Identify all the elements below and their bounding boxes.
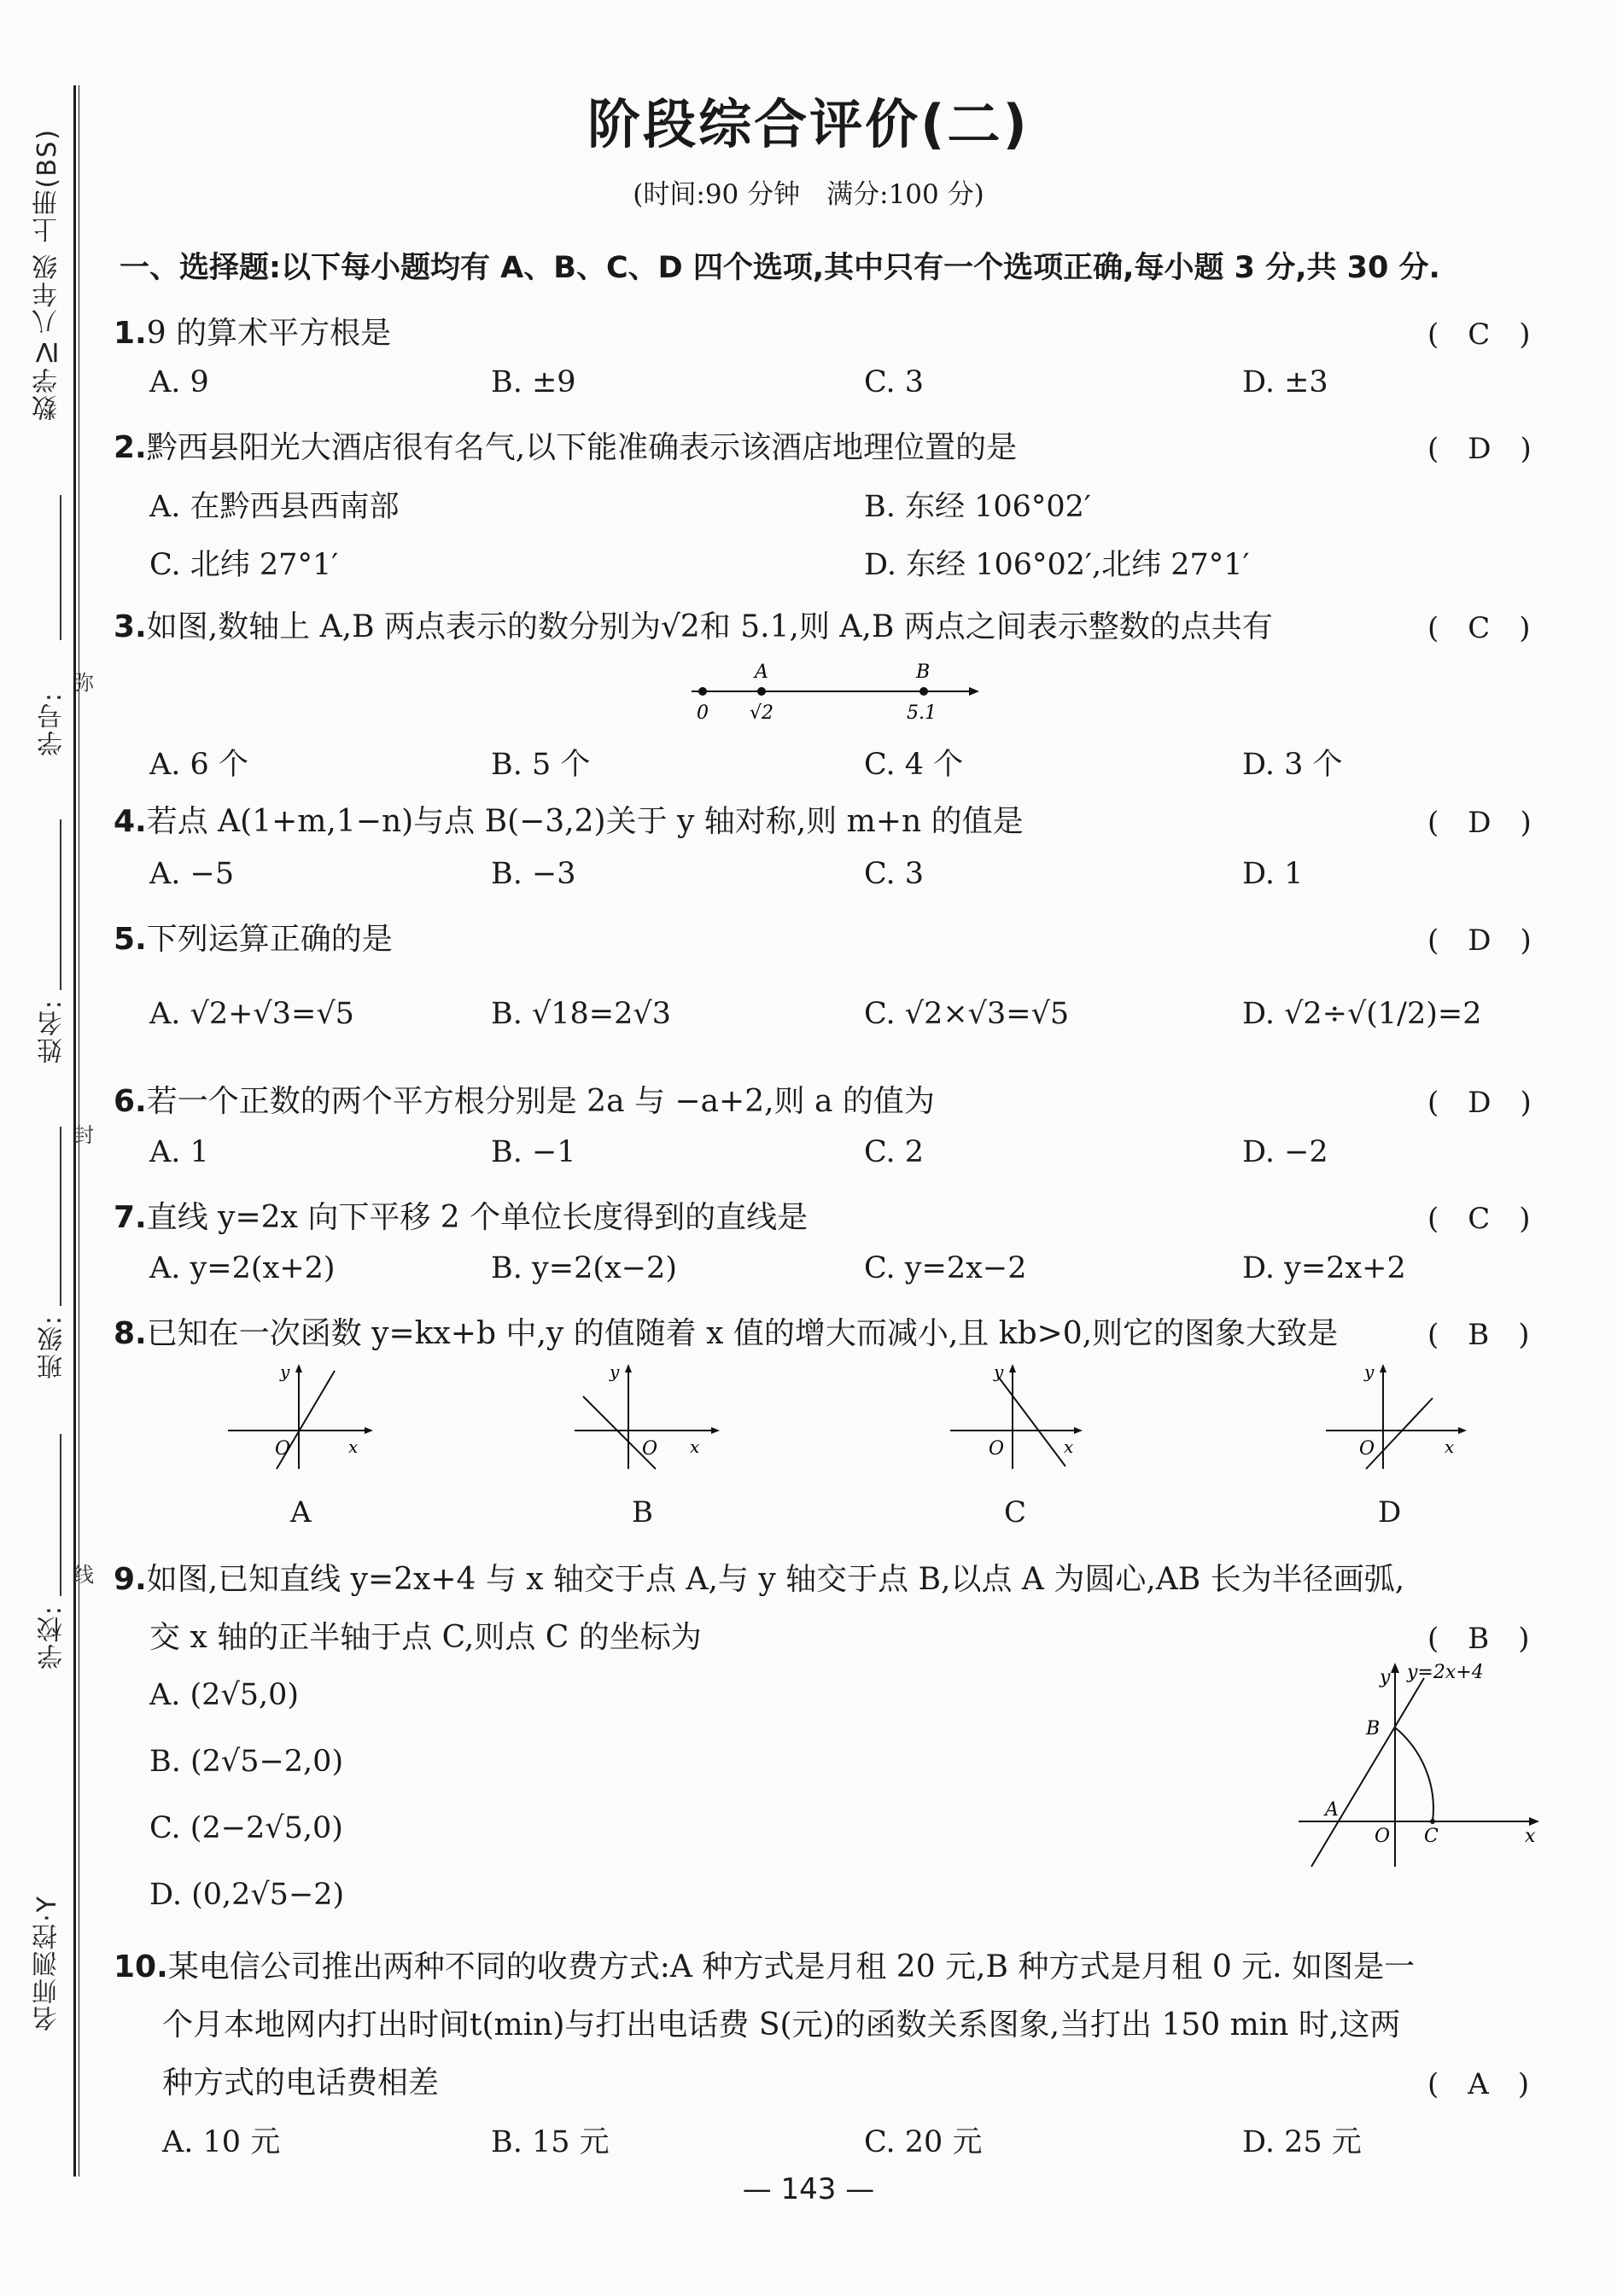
graph-a-label: A [290,1495,312,1530]
graph-d-label: D [1378,1495,1402,1530]
label-c: C [1424,1826,1439,1847]
q10-option-b: B. 15 元 [491,2125,610,2159]
name-label: 姓名: [38,999,67,1064]
y-axis-arrow [295,1364,302,1372]
q5-option-d: D. √2÷√(1/2)=2 [1242,997,1482,1031]
q4-option-a: A. −5 [149,857,235,891]
q2-option-d: D. 东经 106°02′,北纬 27°1′ [864,548,1250,582]
question-text: 若一个正数的两个平方根分别是 2a 与 −a+2,则 a 的值为 [146,1084,935,1119]
label-b: B [1366,1718,1381,1739]
y-axis-arrow [1380,1364,1386,1372]
q5-option-a: A. √2+√3=√5 [149,997,354,1031]
question-number: 7. [114,1200,147,1235]
tick-5-1: 5.1 [907,702,937,724]
q1-option-b: B. ±9 [491,365,576,399]
q9-option-c: C. (2−2√5,0) [149,1811,343,1845]
question-3 [114,603,1273,646]
q1-option-d: D. ±3 [1242,365,1328,399]
number-line-arrow [969,687,979,696]
x-axis-arrow [1529,1817,1539,1826]
question-text: 如图,已知直线 y=2x+4 与 x 轴交于点 A,与 y 轴交于点 B,以点 A 为圆心,AB 长为半径画弧, [146,1562,1405,1597]
question-8 [114,1309,1338,1353]
graph-line [999,1378,1065,1466]
axis-x-label: x [348,1436,359,1457]
origin-label: O [1359,1438,1375,1460]
section-heading: 一、选择题:以下每小题均有 A、B、C、D 四个选项,其中只有一个选项正确,每小题 3 分,共 30 分. [120,251,1440,285]
seal-mi: 弥 [73,671,94,695]
graph-c-label: C [1004,1495,1027,1530]
question-number: 6. [114,1084,147,1119]
page-subtitle: (时间:90 分钟 满分:100 分) [633,179,984,210]
q6-option-d: D. −2 [1242,1135,1328,1169]
point-0 [698,687,707,696]
question-text: 已知在一次函数 y=kx+b 中,y 的值随着 x 值的增大而减小,且 kb>0,则它的图象大致是 [146,1316,1339,1351]
school-label: 学校: [38,1605,67,1670]
q9-option-a: A. (2√5,0) [149,1678,300,1712]
class-line [60,1127,61,1306]
label-a: A [755,661,768,683]
graph-a [224,1362,377,1473]
graph-b [570,1362,724,1473]
question-10-line-3: 种方式的电话费相差 [162,2066,440,2101]
axis-x-label: x [1445,1436,1455,1457]
question-9-line-2: 交 x 轴的正半轴于点 C,则点 C 的坐标为 [149,1620,702,1655]
question-text: 直线 y=2x 向下平移 2 个单位长度得到的直线是 [146,1200,808,1235]
q7-option-a: A. y=2(x+2) [149,1251,336,1285]
question-10-line-2: 个月本地网内打出时间t(min)与打出电话费 S(元)的函数关系图象,当打出 150 min 时,这两 [162,2008,1401,2043]
question-text: 如图,数轴上 A,B 两点表示的数分别为√2和 5.1,则 A,B 两点之间表示整数的点共有 [146,609,1273,644]
label-b: B [916,661,931,683]
answer-8: ( B ) [1427,1318,1530,1352]
tick-sqrt2: √2 [750,702,774,724]
q4-option-d: D. 1 [1242,857,1304,891]
x-axis-arrow [365,1427,373,1434]
question-text: 黔西县阳光大酒店很有名气,以下能准确表示该酒店地理位置的是 [146,430,1018,465]
y-axis-arrow [1391,1663,1399,1673]
graph-line [1366,1398,1433,1469]
question-text: 若点 A(1+m,1−n)与点 B(−3,2)关于 y 轴对称,则 m+n 的值是 [146,804,1024,839]
question-number: 2. [114,430,147,465]
axis-y-label: y [610,1362,620,1382]
question-number: 10. [114,1949,168,1984]
q3-option-b: B. 5 个 [491,748,591,782]
q3-option-c: C. 4 个 [864,748,964,782]
question-2 [114,423,1017,467]
page-number: — 143 — [742,2172,875,2206]
question-1 [114,309,391,353]
point-c [1430,1819,1435,1824]
origin-label: O [989,1438,1005,1460]
q1-option-c: C. 3 [864,365,925,399]
axis-x-label: x [690,1436,700,1457]
q1-option-a: A. 9 [149,365,209,399]
q7-option-c: C. y=2x−2 [864,1251,1027,1285]
q2-option-a: A. 在黔西县西南部 [149,490,400,524]
series-label: 名师测控·Y [32,1895,62,2031]
q6-option-b: B. −1 [491,1135,576,1169]
x-axis-arrow [1458,1427,1467,1434]
question-5 [114,915,393,959]
q5-option-c: C. √2×√3=√5 [864,997,1070,1031]
graph-b-label: B [632,1495,653,1530]
origin-label: O [275,1438,291,1460]
question-text: 下列运算正确的是 [146,922,393,957]
q3-option-a: A. 6 个 [149,748,248,782]
q7-option-b: B. y=2(x−2) [491,1251,677,1285]
axis-y-label: y [1364,1362,1375,1382]
axis-x-label: x [1525,1826,1536,1847]
point-b [919,687,928,696]
question-text: 某电信公司推出两种不同的收费方式:A 种方式是月租 20 元,B 种方式是月租 0 元. 如图是一 [167,1949,1416,1984]
student-id-line [60,495,61,640]
origin-label: O [642,1438,658,1460]
axis-x-label: x [1064,1436,1074,1457]
q4-option-b: B. −3 [491,857,576,891]
answer-3: ( C ) [1427,611,1531,645]
y-axis-arrow [625,1364,632,1372]
q3-option-d: D. 3 个 [1242,748,1343,782]
answer-5: ( D ) [1427,924,1532,958]
axis-y-label: y [1380,1667,1391,1688]
question-9 [114,1555,1404,1599]
student-id-label: 学号: [38,691,67,757]
y-axis-arrow [1009,1364,1016,1372]
page-title: 阶段综合评价(二) [587,93,1030,155]
book-label: 数学Ⅳ八年级 上册(BS) [32,128,62,422]
q2-option-c: C. 北纬 27°1′ [149,548,339,582]
graph-c [946,1362,1100,1473]
question-6 [114,1077,935,1121]
q9-option-d: D. (0,2√5−2) [149,1878,345,1912]
question-number: 8. [114,1316,147,1351]
axis-y-label: y [994,1362,1004,1382]
question-number: 9. [114,1562,147,1597]
seal-xian: 线 [73,1563,94,1587]
q6-option-a: A. 1 [149,1135,209,1169]
question-text: 9 的算术平方根是 [146,316,392,351]
q10-option-c: C. 20 元 [864,2125,983,2159]
class-label: 班级: [38,1314,67,1380]
q2-option-b: B. 东经 106°02′ [864,490,1091,524]
line-y-2x-4 [1311,1678,1424,1867]
answer-9: ( B ) [1427,1622,1530,1656]
answer-1: ( C ) [1427,318,1531,352]
q6-option-c: C. 2 [864,1135,925,1169]
question-number: 1. [114,316,147,351]
arc-ab [1395,1728,1433,1821]
question-number: 5. [114,922,147,957]
q10-option-d: D. 25 元 [1242,2125,1362,2159]
x-axis-arrow [711,1427,720,1434]
q4-option-c: C. 3 [864,857,925,891]
question-number: 3. [114,609,147,644]
school-line [60,1434,61,1596]
question-10 [114,1943,1415,1986]
question-number: 4. [114,804,147,839]
axis-y-label: y [280,1362,290,1382]
answer-10: ( A ) [1427,2067,1530,2101]
q10-option-a: A. 10 元 [162,2125,281,2159]
graph-d [1322,1362,1475,1473]
tick-0: 0 [697,702,709,724]
q9-figure [1294,1658,1550,1871]
answer-6: ( D ) [1427,1086,1532,1120]
q7-option-d: D. y=2x+2 [1242,1251,1406,1285]
number-line-figure [674,657,982,726]
answer-4: ( D ) [1427,806,1532,840]
point-a [757,687,766,696]
question-7 [114,1193,808,1237]
label-o: O [1375,1826,1391,1847]
seal-feng: 封 [73,1123,94,1147]
question-4 [114,797,1024,841]
answer-2: ( D ) [1427,432,1532,466]
answer-7: ( C ) [1427,1202,1531,1236]
line-label: y=2x+4 [1407,1662,1484,1683]
q5-option-b: B. √18=2√3 [491,997,671,1031]
name-line [60,819,61,990]
x-axis-arrow [1074,1427,1083,1434]
q9-option-b: B. (2√5−2,0) [149,1745,344,1779]
label-a: A [1325,1799,1339,1821]
